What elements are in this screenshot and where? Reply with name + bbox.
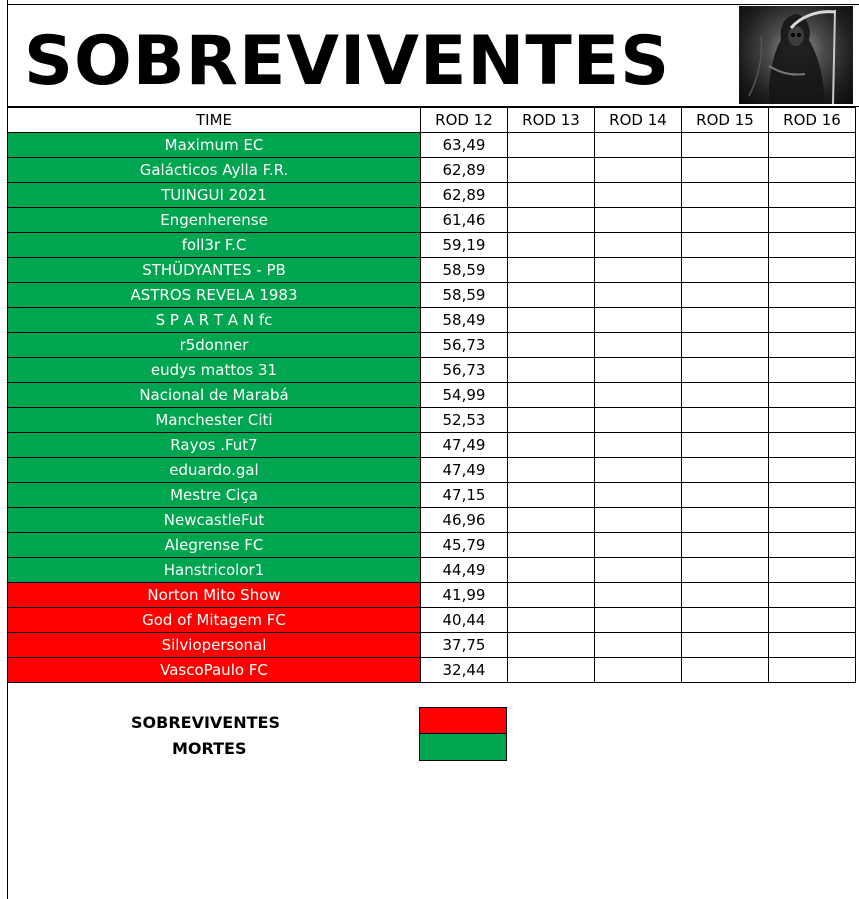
rod14-score-cell[interactable] [595,458,682,483]
rod14-score-cell[interactable] [595,583,682,608]
rod16-score-cell[interactable] [769,133,856,158]
rod12-score-cell[interactable]: 47,15 [421,483,508,508]
rod13-score-cell[interactable] [508,258,595,283]
rod16-score-cell[interactable] [769,483,856,508]
table-row [8,658,856,683]
table-row [8,283,856,308]
rod16-score-cell[interactable] [769,433,856,458]
table-row [8,158,856,183]
table-row [8,333,856,358]
rod14-score-cell[interactable] [595,183,682,208]
rod13-score-cell[interactable] [508,483,595,508]
rod13-score-cell[interactable] [508,158,595,183]
team-name-cell[interactable]: Maximum EC [8,133,421,158]
team-name-cell[interactable]: TUINGUI 2021 [8,183,421,208]
team-name-cell[interactable]: Hanstricolor1 [8,558,421,583]
rod12-score-cell[interactable]: 41,99 [421,583,508,608]
rod15-score-cell[interactable] [682,358,769,383]
rod13-score-cell[interactable] [508,283,595,308]
rod12-score-cell[interactable]: 44,49 [421,558,508,583]
team-name-cell[interactable]: Manchester Citi [8,408,421,433]
rod15-score-cell[interactable] [682,308,769,333]
rod14-score-cell[interactable] [595,358,682,383]
column-header-rod12: ROD 12 [421,108,508,133]
rod14-score-cell[interactable] [595,608,682,633]
rod14-score-cell[interactable] [595,483,682,508]
rod15-score-cell[interactable] [682,158,769,183]
rod14-score-cell[interactable] [595,333,682,358]
rod16-score-cell[interactable] [769,458,856,483]
rod12-score-cell[interactable]: 56,73 [421,333,508,358]
team-name-cell[interactable]: God of Mitagem FC [8,608,421,633]
rod16-score-cell[interactable] [769,558,856,583]
legend-deaths-label: MORTES [172,739,247,758]
rod13-score-cell[interactable] [508,433,595,458]
rod15-score-cell[interactable] [682,383,769,408]
legend-deaths-swatch [420,734,506,760]
table-row [8,633,856,658]
legend-survivors-swatch [420,708,506,734]
column-header-rod14: ROD 14 [595,108,682,133]
rod12-score-cell[interactable]: 54,99 [421,383,508,408]
table-row [8,208,856,233]
rod12-score-cell[interactable]: 37,75 [421,633,508,658]
rod15-score-cell[interactable] [682,283,769,308]
rod13-score-cell[interactable] [508,608,595,633]
rod15-score-cell[interactable] [682,183,769,208]
table-row [8,133,856,158]
rod12-score-cell[interactable]: 59,19 [421,233,508,258]
rod13-score-cell[interactable] [508,133,595,158]
rod14-score-cell[interactable] [595,208,682,233]
rod16-score-cell[interactable] [769,158,856,183]
rod12-score-cell[interactable]: 56,73 [421,358,508,383]
rod14-score-cell[interactable] [595,258,682,283]
rod13-score-cell[interactable] [508,233,595,258]
rod12-score-cell[interactable]: 52,53 [421,408,508,433]
rod12-score-cell[interactable]: 63,49 [421,133,508,158]
rod14-score-cell[interactable] [595,383,682,408]
column-header-rod13: ROD 13 [508,108,595,133]
rod14-score-cell[interactable] [595,558,682,583]
rod16-score-cell[interactable] [769,383,856,408]
rod13-score-cell[interactable] [508,183,595,208]
rod14-score-cell[interactable] [595,658,682,683]
rod12-score-cell[interactable]: 40,44 [421,608,508,633]
team-name-cell[interactable]: Galácticos Aylla F.R. [8,158,421,183]
rod12-score-cell[interactable]: 58,59 [421,283,508,308]
rod13-score-cell[interactable] [508,458,595,483]
rod15-score-cell[interactable] [682,658,769,683]
rod16-score-cell[interactable] [769,408,856,433]
rod13-score-cell[interactable] [508,658,595,683]
rod15-score-cell[interactable] [682,408,769,433]
rod16-score-cell[interactable] [769,233,856,258]
team-name-cell[interactable]: Silviopersonal [8,633,421,658]
table-row [8,233,856,258]
table-row [8,558,856,583]
rod12-score-cell[interactable]: 62,89 [421,183,508,208]
team-name-cell[interactable]: eudys mattos 31 [8,358,421,383]
table-row [8,433,856,458]
team-name-cell[interactable]: ASTROS REVELA 1983 [8,283,421,308]
grim-reaper-icon [739,6,853,104]
table-header-row [8,108,856,133]
rod15-score-cell[interactable] [682,333,769,358]
rod13-score-cell[interactable] [508,533,595,558]
rod13-score-cell[interactable] [508,508,595,533]
rod15-score-cell[interactable] [682,233,769,258]
team-name-cell[interactable]: Rayos .Fut7 [8,433,421,458]
rod14-score-cell[interactable] [595,633,682,658]
rod15-score-cell[interactable] [682,608,769,633]
team-name-cell[interactable]: Alegrense FC [8,533,421,558]
rod15-score-cell[interactable] [682,458,769,483]
table-row [8,483,856,508]
rod12-score-cell[interactable]: 46,96 [421,508,508,533]
rod12-score-cell[interactable]: 58,59 [421,258,508,283]
table-body [8,133,856,683]
sheet-border-top [7,4,859,5]
rod16-score-cell[interactable] [769,583,856,608]
table-row [8,583,856,608]
rod16-score-cell[interactable] [769,508,856,533]
rod16-score-cell[interactable] [769,633,856,658]
rod16-score-cell[interactable] [769,183,856,208]
rod14-score-cell[interactable] [595,158,682,183]
rod13-score-cell[interactable] [508,383,595,408]
table-row [8,608,856,633]
column-header-rod15: ROD 15 [682,108,769,133]
table-row [8,358,856,383]
rod16-score-cell[interactable] [769,308,856,333]
rod16-score-cell[interactable] [769,333,856,358]
team-name-cell[interactable]: foll3r F.C [8,233,421,258]
rod13-score-cell[interactable] [508,583,595,608]
team-name-cell[interactable]: r5donner [8,333,421,358]
rod12-score-cell[interactable]: 58,49 [421,308,508,333]
rod13-score-cell[interactable] [508,408,595,433]
rod12-score-cell[interactable]: 62,89 [421,158,508,183]
rod15-score-cell[interactable] [682,433,769,458]
rod15-score-cell[interactable] [682,483,769,508]
table-row [8,408,856,433]
team-name-cell[interactable]: Mestre Ciça [8,483,421,508]
rod14-score-cell[interactable] [595,133,682,158]
team-name-cell[interactable]: Engenherense [8,208,421,233]
rod16-score-cell[interactable] [769,358,856,383]
table-row [8,458,856,483]
team-name-cell[interactable]: Nacional de Marabá [8,383,421,408]
rod16-score-cell[interactable] [769,258,856,283]
rod13-score-cell[interactable] [508,208,595,233]
rod15-score-cell[interactable] [682,558,769,583]
table-row [8,308,856,333]
rod14-score-cell[interactable] [595,233,682,258]
rod16-score-cell[interactable] [769,283,856,308]
column-header-rod16: ROD 16 [769,108,856,133]
rod15-score-cell[interactable] [682,508,769,533]
rod15-score-cell[interactable] [682,258,769,283]
rod12-score-cell[interactable]: 47,49 [421,458,508,483]
rod12-score-cell[interactable]: 45,79 [421,533,508,558]
rod14-score-cell[interactable] [595,308,682,333]
rod15-score-cell[interactable] [682,533,769,558]
survivors-table [7,107,856,683]
rod15-score-cell[interactable] [682,633,769,658]
rod15-score-cell[interactable] [682,208,769,233]
rod13-score-cell[interactable] [508,308,595,333]
team-name-cell[interactable]: NewcastleFut [8,508,421,533]
table-row [8,183,856,208]
column-header-time: TIME [8,108,421,133]
rod14-score-cell[interactable] [595,408,682,433]
page-title: SOBREVIVENTES [24,22,671,101]
team-name-cell[interactable]: STHÜDYANTES - PB [8,258,421,283]
rod14-score-cell[interactable] [595,433,682,458]
rod16-score-cell[interactable] [769,658,856,683]
rod15-score-cell[interactable] [682,133,769,158]
rod16-score-cell[interactable] [769,208,856,233]
rod13-score-cell[interactable] [508,333,595,358]
table-row [8,258,856,283]
rod14-score-cell[interactable] [595,508,682,533]
rod15-score-cell[interactable] [682,583,769,608]
rod12-score-cell[interactable]: 61,46 [421,208,508,233]
rod13-score-cell[interactable] [508,358,595,383]
rod14-score-cell[interactable] [595,533,682,558]
rod13-score-cell[interactable] [508,633,595,658]
table-row [8,508,856,533]
team-name-cell[interactable]: eduardo.gal [8,458,421,483]
team-name-cell[interactable]: S P A R T A N fc [8,308,421,333]
table-row [8,533,856,558]
rod13-score-cell[interactable] [508,558,595,583]
legend-survivors-label: SOBREVIVENTES [131,713,280,732]
rod14-score-cell[interactable] [595,283,682,308]
legend-swatches [419,707,507,761]
rod12-score-cell[interactable]: 47,49 [421,433,508,458]
rod16-score-cell[interactable] [769,608,856,633]
team-name-cell[interactable]: VascoPaulo FC [8,658,421,683]
table-row [8,383,856,408]
rod12-score-cell[interactable]: 32,44 [421,658,508,683]
team-name-cell[interactable]: Norton Mito Show [8,583,421,608]
rod16-score-cell[interactable] [769,533,856,558]
